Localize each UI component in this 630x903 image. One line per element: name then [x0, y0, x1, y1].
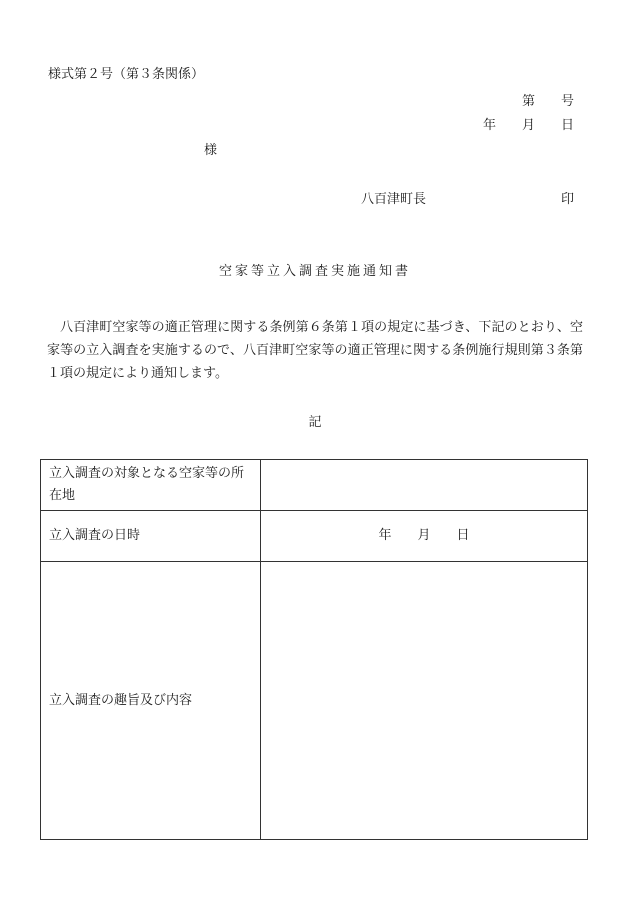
datetime-value — [261, 511, 588, 562]
issue-date-month: 月 — [521, 118, 535, 133]
seal-mark: 印 — [561, 192, 575, 207]
ki-heading: 記 — [308, 415, 322, 430]
addressee-suffix: 様 — [204, 143, 218, 158]
purpose-label: 立入調査の趣旨及び内容 — [41, 562, 261, 840]
table-row-location — [41, 460, 588, 511]
body-paragraph: 八百津町空家等の適正管理に関する条例第６条第１項の規定に基づき、下記のとおり、空家等の立入調査を実施するので、八百津町空家等の適正管理に関する条例施行規則第３条第１項の規定により通知します。 — [47, 320, 583, 381]
datetime-day: 日 — [456, 528, 470, 543]
table-row-purpose — [41, 562, 588, 840]
datetime-year: 年 — [378, 528, 392, 543]
doc-no-suffix: 号 — [560, 94, 574, 109]
table-row-datetime — [41, 511, 588, 562]
issue-date-year: 年 — [482, 118, 496, 133]
location-value — [261, 460, 588, 511]
form-number: 様式第２号（第３条関係） — [48, 67, 205, 82]
datetime-month: 月 — [417, 528, 431, 543]
issue-date-day: 日 — [560, 118, 574, 133]
location-label: 立入調査の対象となる空家等の所在地 — [41, 460, 261, 511]
issuer-name: 八百津町長 — [361, 192, 427, 207]
detail-table — [40, 459, 588, 840]
doc-no-prefix: 第 — [521, 94, 535, 109]
datetime-label: 立入調査の日時 — [41, 511, 261, 562]
issue-date-line — [483, 119, 574, 132]
document-title: 空家等立入調査実施通知書 — [218, 264, 411, 279]
document-number-line — [522, 95, 574, 108]
purpose-value — [261, 562, 588, 840]
